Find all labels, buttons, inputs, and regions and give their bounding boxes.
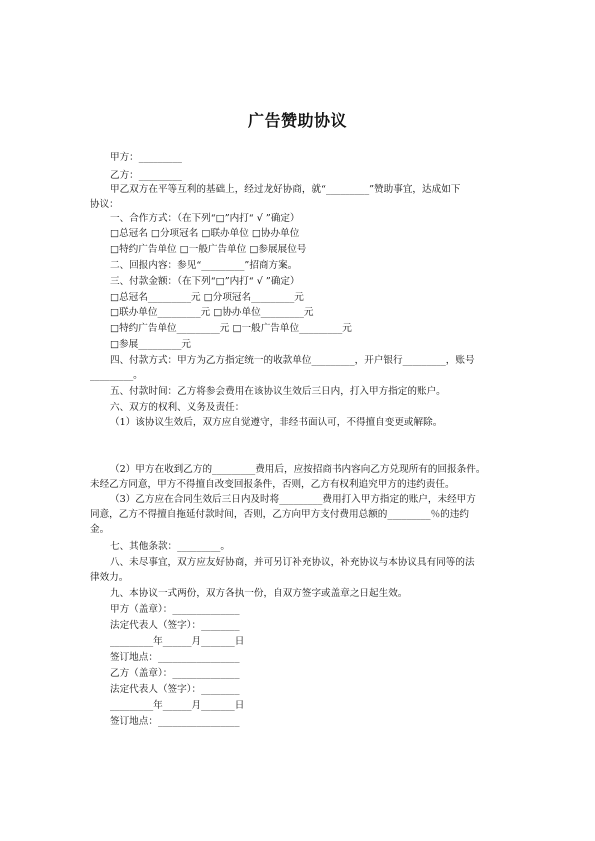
section-3-amount-4: □参展_________元 bbox=[110, 339, 192, 350]
section-6-item-2-line-2: 未经乙方同意，甲方不得擅自改变回报条件，否则，乙方有权利追究甲方的违约责任。 bbox=[90, 479, 455, 490]
section-4-line-2: _________。 bbox=[90, 370, 143, 381]
party-a-place: 签订地点：_________________ bbox=[110, 652, 240, 663]
section-6-item-3-line-2: 同意，乙方不得擅自拖延付款时间，否则，乙方向甲方支付费用总额的_________％的违约 bbox=[90, 509, 469, 520]
section-8-line-2: 律效力。 bbox=[90, 572, 129, 583]
intro-line-2: 协议： bbox=[90, 199, 119, 210]
party-a-line: 甲方：_________ bbox=[110, 152, 182, 163]
section-8-line-1: 八、未尽事宜，双方应友好协商，并可另订补充协议，补充协议与本协议具有同等的法 bbox=[110, 557, 475, 568]
party-a-representative: 法定代表人（签字）：________ bbox=[110, 620, 240, 631]
section-3-amount-3: □特约广告单位_________元 □一般广告单位_________元 bbox=[110, 323, 352, 334]
party-b-place: 签订地点：_________________ bbox=[110, 716, 240, 727]
party-b-seal: 乙方（盖章）：______________ bbox=[110, 668, 240, 679]
section-1-heading: 一、合作方式：（在下列“□”内打“ √ ”确定） bbox=[110, 213, 300, 224]
section-6-item-3-line-3: 金。 bbox=[90, 524, 110, 535]
party-a-date: _________年______月_______日 bbox=[110, 636, 245, 647]
section-2-text: 二、回报内容：参见“_________”招商方案。 bbox=[110, 260, 298, 271]
party-b-line: 乙方：_________ bbox=[110, 170, 182, 181]
document-title: 广告赞助协议 bbox=[247, 111, 347, 130]
section-6-item-2-line-1: （2）甲方在收到乙方的_________费用后，应按招商书内容向乙方兑现所有的回报条件。 bbox=[110, 464, 486, 475]
section-4-line-1: 四、付款方式：甲方为乙方指定统一的收款单位_________，开户银行_________，账号 bbox=[110, 355, 475, 366]
section-7-text: 七、其他条款：_________。 bbox=[110, 541, 230, 552]
party-a-seal: 甲方（盖章）：______________ bbox=[110, 604, 240, 615]
intro-line-1: 甲乙双方在平等互利的基础上，经过龙好协商，就“_________”赞助事宜，达成如下 bbox=[110, 184, 461, 195]
section-5-text: 五、付款时间：乙方将参会费用在该协议生效后三日内，打入甲方指定的账户。 bbox=[110, 386, 446, 397]
section-6-item-1: （1）该协议生效后，双方应自觉遵守，非经书面认可，不得擅自变更或解除。 bbox=[110, 417, 443, 428]
section-3-amount-2: □联办单位_________元 □协办单位_________元 bbox=[110, 307, 314, 318]
section-9-text: 九、本协议一式两份，双方各执一份，自双方签字或盖章之日起生效。 bbox=[110, 588, 408, 599]
party-b-representative: 法定代表人（签字）：________ bbox=[110, 684, 240, 695]
section-6-item-3-line-1: （3）乙方应在合同生效后三日内及时将_________费用打入甲方指定的账户，未经甲方 bbox=[110, 494, 476, 505]
section-1-options-2: □特约广告单位 □一般广告单位 □参展展位号 bbox=[110, 244, 307, 255]
section-1-options-1: □总冠名 □分项冠名 □联办单位 □协办单位 bbox=[110, 228, 300, 239]
section-3-heading: 三、付款金额：（在下列“□”内打“ √ ”确定） bbox=[110, 276, 300, 287]
section-6-heading: 六、双方的权利、义务及责任： bbox=[110, 402, 245, 413]
party-b-date: _________年______月_______日 bbox=[110, 700, 245, 711]
section-3-amount-1: □总冠名_________元 □分项冠名_________元 bbox=[110, 292, 304, 303]
